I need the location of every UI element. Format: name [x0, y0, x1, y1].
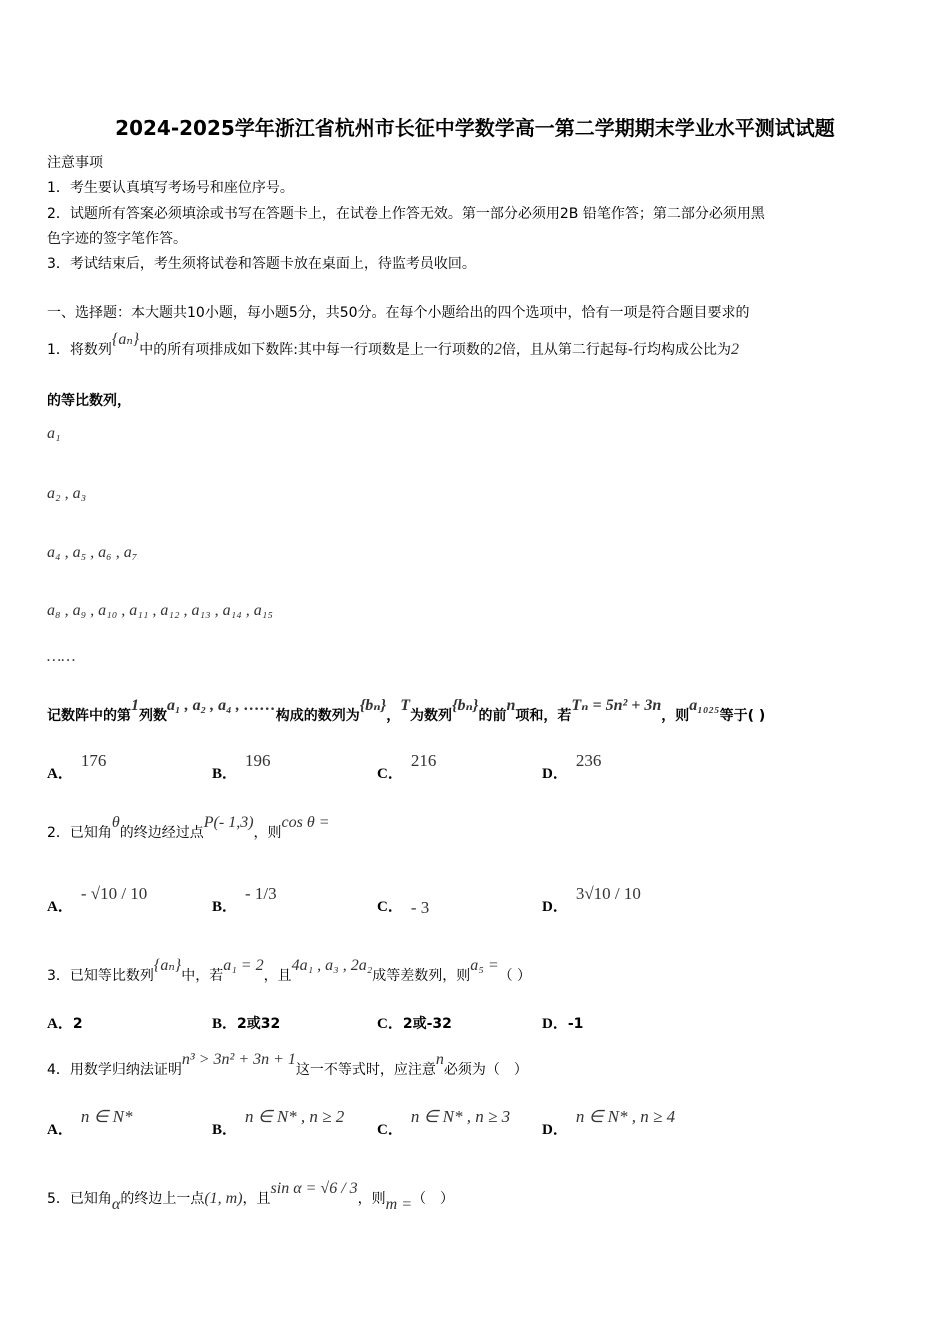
text: 的终边上一点 [120, 1191, 205, 1207]
math: (1, m) [204, 1190, 243, 1207]
notice-item: 3．考试结束后，考生须将试卷和答题卡放在桌面上，待监考员收回。 [47, 256, 476, 272]
text: 4．用数学归纳法证明 [47, 1062, 182, 1078]
q4-option-a[interactable] [47, 1107, 133, 1139]
value: 236 [575, 751, 602, 770]
matrix-row: a₁ [47, 425, 61, 442]
math: {aₙ} [153, 957, 182, 974]
math: {bₙ} [359, 697, 387, 714]
q4-option-b[interactable] [212, 1107, 345, 1139]
value: - √10 / 10 [80, 884, 148, 903]
q2-option-d[interactable] [542, 884, 641, 916]
math: n³ > 3n² + 3n + 1 [181, 1051, 296, 1068]
value: 2 [72, 1016, 83, 1032]
notice-heading: 注意事项 [47, 155, 103, 171]
math: 1 [131, 697, 139, 714]
math: P(- 1,3) [203, 814, 254, 831]
label: D． [542, 1016, 568, 1032]
q3-stem [47, 957, 532, 985]
value: n ∈ N* , n ≥ 2 [245, 1107, 345, 1126]
q2-option-a[interactable] [47, 884, 148, 916]
label: A． [47, 1016, 73, 1032]
text: （ ） [412, 1191, 454, 1207]
label: D． [542, 766, 568, 782]
value: 196 [245, 751, 271, 770]
q3-option-a[interactable] [47, 1012, 83, 1033]
matrix-row: a₂ , a₃ [47, 485, 87, 502]
q1-option-c[interactable] [377, 751, 437, 783]
text: 5．已知角 [47, 1191, 112, 1207]
label: D． [542, 899, 568, 915]
text: 倍，且从第二行起每-行均构成公比为 [501, 342, 731, 358]
matrix-row: …… [47, 648, 76, 665]
math: a₁ = 2 [223, 957, 264, 974]
text: 构成的数列为 [275, 708, 360, 724]
label: B． [212, 766, 238, 782]
text: （ ） [498, 968, 532, 984]
label: A． [47, 766, 73, 782]
q1-option-a[interactable] [47, 751, 107, 783]
text: 记数阵中的第 [47, 708, 131, 724]
q5-stem [47, 1180, 454, 1213]
value: n ∈ N* , n ≥ 4 [575, 1107, 676, 1126]
text: 成等差数列，则 [372, 968, 471, 984]
math: a₁ , a₂ , a₄ , …… [167, 697, 276, 714]
matrix-row: a₄ , a₅ , a₆ , a₇ [47, 544, 138, 561]
value: 176 [80, 751, 107, 770]
value: -1 [567, 1016, 584, 1032]
value: - 1/3 [245, 884, 277, 903]
label: C． [377, 766, 403, 782]
q1-option-d[interactable] [542, 751, 602, 783]
q3-option-b[interactable] [212, 1012, 280, 1033]
q4-stem [47, 1051, 528, 1079]
q4-option-c[interactable] [377, 1107, 511, 1139]
q1-stem [47, 331, 739, 359]
q1-question [47, 697, 766, 725]
label: B． [212, 899, 238, 915]
math: {aₙ} [111, 331, 140, 348]
value: - 3 [410, 898, 430, 917]
text: 1．将数列 [47, 342, 112, 358]
q1-option-b[interactable] [212, 751, 271, 783]
q4-option-d[interactable] [542, 1107, 676, 1139]
math: n [435, 1051, 444, 1068]
text: 的终边经过点 [119, 825, 204, 841]
math: 4a₁ , a₃ , 2a₂ [291, 957, 373, 974]
label: C． [377, 899, 403, 915]
q3-option-c[interactable] [377, 1012, 452, 1033]
math: T [400, 697, 410, 714]
page-title: 2024-2025学年浙江省杭州市长征中学数学高一第二学期期末学业水平测试试题 [115, 116, 835, 140]
text: 项和，若 [515, 708, 572, 724]
math: sin α = √6 / 3 [270, 1180, 358, 1197]
q2-option-b[interactable] [212, 884, 277, 916]
value: n ∈ N* , n ≥ 3 [410, 1107, 511, 1126]
value: n ∈ N* [80, 1107, 133, 1126]
math: 2 [730, 341, 739, 358]
math: 2 [493, 341, 502, 358]
text: ，且 [242, 1191, 271, 1207]
label: B． [212, 1122, 238, 1138]
math: {bₙ} [451, 697, 479, 714]
value: 3√10 / 10 [575, 884, 641, 903]
text: ，则 [253, 825, 282, 841]
text: 的前 [478, 708, 507, 724]
text: 中，若 [181, 968, 224, 984]
notice-item: 色字迹的签字笔作答。 [47, 231, 187, 247]
value: 2或32 [237, 1016, 281, 1032]
text: ， [386, 708, 401, 724]
math: a₁₀₂₅ [689, 697, 720, 714]
math: θ [111, 814, 120, 831]
text: 必须为（ ） [443, 1062, 528, 1078]
matrix-row: a₈ , a₉ , a₁₀ , a₁₁ , a₁₂ , a₁₃ , a₁₄ , a₁₅ [47, 602, 273, 619]
math: n [506, 697, 516, 714]
q2-stem [47, 814, 330, 842]
text: 为数列 [409, 708, 452, 724]
math: m = [385, 1196, 412, 1213]
value: 216 [410, 751, 437, 770]
notice-item: 1．考生要认真填写考场号和座位序号。 [47, 180, 294, 196]
label: C． [377, 1016, 403, 1032]
q2-option-c[interactable] [377, 895, 429, 916]
label: A． [47, 1122, 73, 1138]
label: D． [542, 1122, 568, 1138]
section-heading: 一、选择题：本大题共10小题，每小题5分，共50分。在每个小题给出的四个选项中，恰有一项是符合题目要求的 [47, 305, 750, 321]
value: 2或-32 [402, 1016, 452, 1032]
q1-cont: 的等比数列， [47, 393, 131, 409]
label: A． [47, 899, 73, 915]
text: 3．已知等比数列 [47, 968, 154, 984]
text: 等于( ) [719, 708, 766, 724]
text: ，则 [661, 708, 690, 724]
notice-item: 2．试题所有答案必须填涂或书写在答题卡上，在试卷上作答无效。第一部分必须用2B 铅笔作答；第二部分必须用黑 [47, 206, 765, 222]
text: ，且 [263, 968, 292, 984]
math: cos θ = [281, 814, 330, 831]
text: ，则 [357, 1191, 386, 1207]
text: 2．已知角 [47, 825, 112, 841]
math: a₅ = [470, 957, 499, 974]
label: C． [377, 1122, 403, 1138]
math: Tₙ = 5n² + 3n [571, 697, 662, 714]
math: α [111, 1196, 121, 1213]
text: 列数 [139, 708, 167, 724]
label: B． [212, 1016, 238, 1032]
text: 中的所有项排成如下数阵:其中每一行项数是上一行项数的 [139, 342, 494, 358]
text: 这一不等式时，应注意 [295, 1062, 436, 1078]
q3-option-d[interactable] [542, 1012, 583, 1033]
